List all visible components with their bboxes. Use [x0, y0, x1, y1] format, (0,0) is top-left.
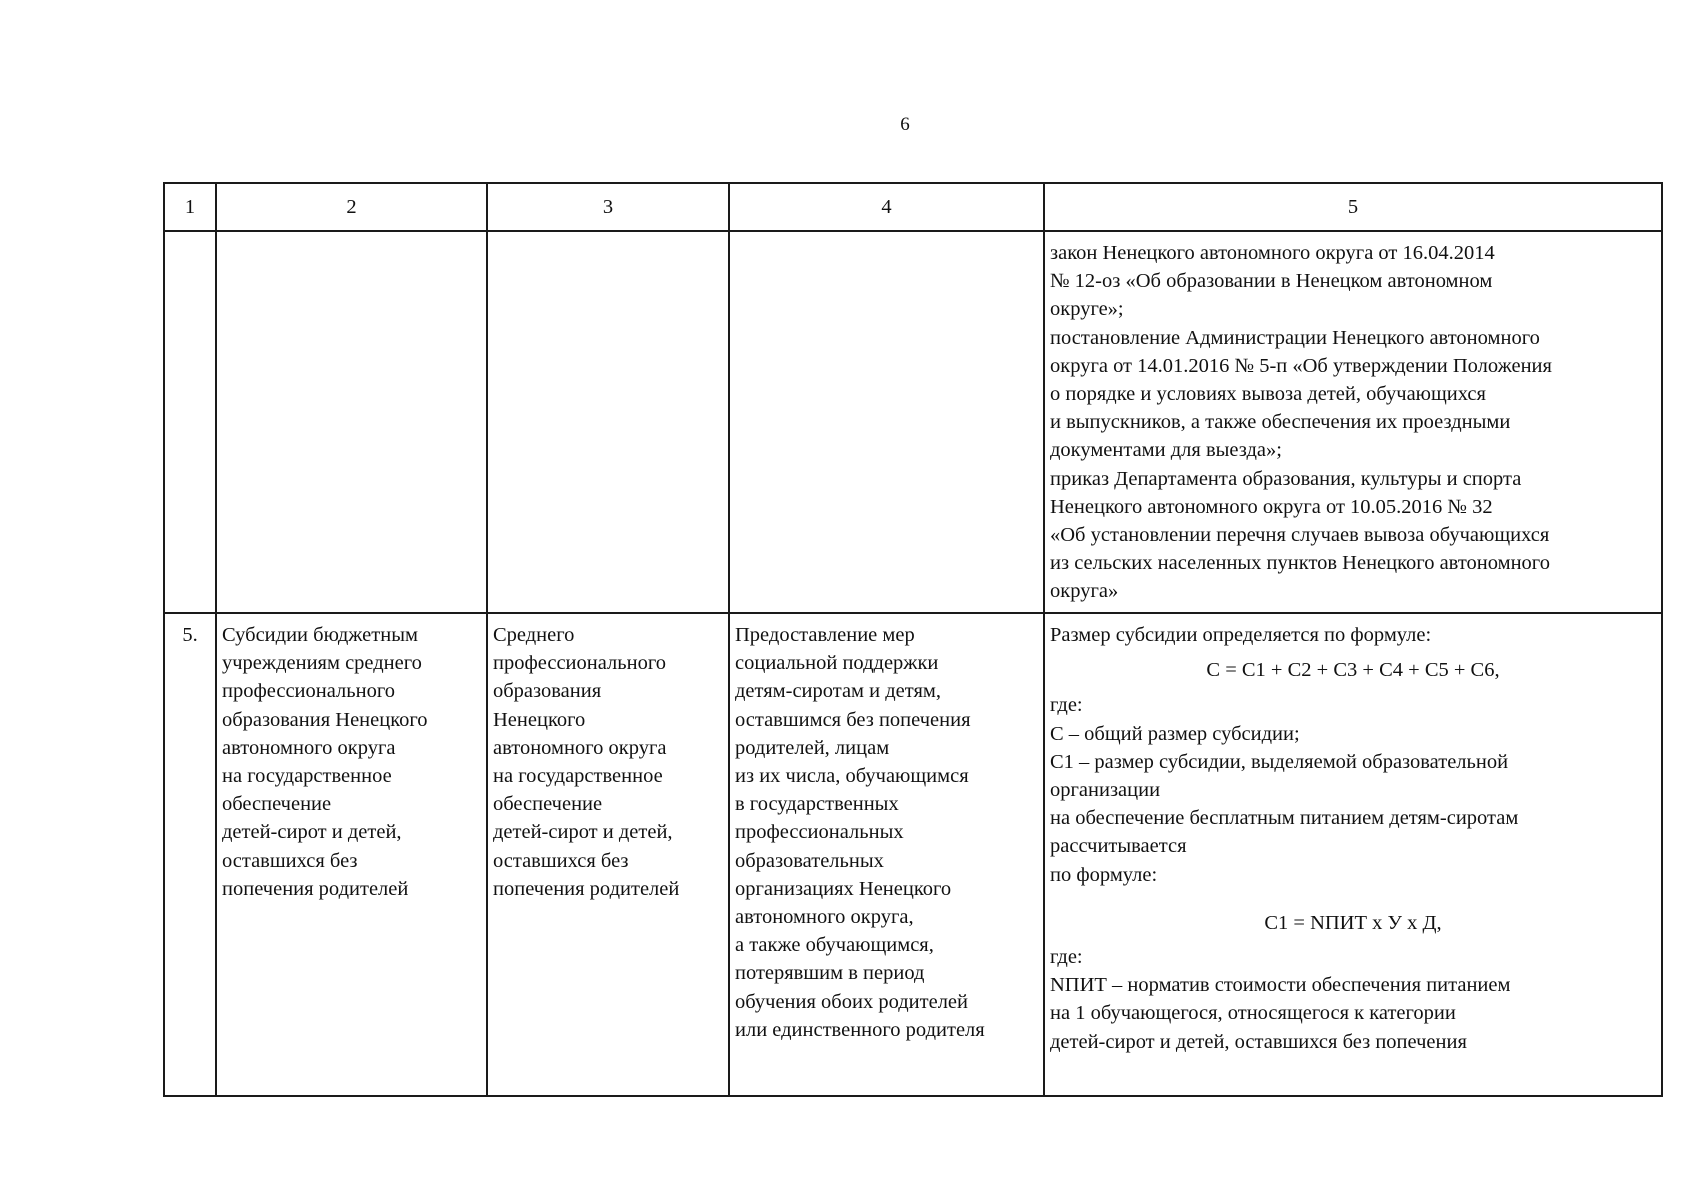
table-row-continuation [164, 231, 1662, 613]
text-line: обеспечение [222, 793, 332, 816]
text-line: рассчитывается [1050, 835, 1187, 858]
text-line: потерявшим в период [735, 962, 925, 985]
recipient-cell [487, 231, 729, 613]
text-line: образования [493, 680, 602, 703]
purpose-cell [729, 231, 1044, 613]
text-line: автономного округа, [735, 906, 914, 929]
text-line: постановление Администрации Ненецкого автономного [1050, 326, 1540, 349]
header-cell-3: 3 [487, 183, 729, 231]
table-header-row [164, 183, 1662, 231]
text-line: из сельских населенных пунктов Ненецкого автономного [1050, 552, 1550, 575]
text-line: округа от 14.01.2016 № 5-п «Об утверждении Положения [1050, 354, 1552, 377]
text-line: попечения родителей [493, 877, 680, 900]
header-cell-2: 2 [216, 183, 487, 231]
text-line: социальной поддержки [735, 652, 939, 675]
header-cell-1: 1 [164, 183, 216, 231]
text-line: о порядке и условиях вывоза детей, обучающихся [1050, 383, 1486, 406]
purpose-cell [729, 613, 1044, 1096]
text-line: на государственное [493, 765, 663, 788]
text-line: в государственных [735, 793, 899, 816]
text-line: автономного округа [493, 736, 667, 759]
text-line: детей-сирот и детей, оставшихся без попечения [1050, 1030, 1467, 1053]
text-line: NПИТ – норматив стоимости обеспечения питанием [1050, 974, 1511, 997]
text-line: где: [1050, 694, 1083, 717]
text-line: учреждениям среднего [222, 652, 422, 675]
text-line: из их числа, обучающимся [735, 765, 969, 788]
recipient-cell [487, 613, 729, 1096]
c1-formula: С1 = NПИТ х У х Д, [1264, 911, 1442, 934]
text-line: родителей, лицам [735, 736, 890, 759]
table-row-5 [164, 613, 1662, 1096]
text-line: организации [1050, 779, 1161, 802]
text-line: Размер субсидии определяется по формуле: [1050, 624, 1432, 646]
text-line: детей-сирот и детей, [493, 821, 673, 844]
header-cell-4: 4 [729, 183, 1044, 231]
text-line: а также обучающимся, [735, 934, 934, 957]
text-line: закон Ненецкого автономного округа от 16.04.2014 [1050, 242, 1495, 264]
subsidy-name-cell [216, 231, 487, 613]
text-line: образовательных [735, 849, 884, 872]
text-line: детей-сирот и детей, [222, 821, 402, 844]
header-cell-5: 5 [1044, 183, 1662, 231]
text-line: Предоставление мер [735, 624, 915, 646]
text-line: автономного округа [222, 736, 396, 759]
text-line: округе»; [1050, 298, 1124, 321]
text-line: документами для выезда»; [1050, 439, 1282, 462]
text-line: Среднего [493, 624, 575, 646]
text-line: на 1 обучающегося, относящегося к категории [1050, 1002, 1456, 1025]
text-line: на обеспечение бесплатным питанием детям-сиротам [1050, 807, 1519, 830]
legal-basis-cell [1044, 613, 1662, 1096]
text-line: приказ Департамента образования, культуры и спорта [1050, 467, 1522, 490]
text-line: попечения родителей [222, 877, 409, 900]
text-line: округа» [1050, 580, 1119, 603]
text-line: организациях Ненецкого [735, 877, 952, 900]
text-line: Ненецкого автономного округа от 10.05.2016 № 32 [1050, 495, 1493, 518]
row-number-cell: 5. [164, 613, 216, 1096]
text-line: оставшихся без [493, 849, 629, 872]
subsidy-name-cell [216, 613, 487, 1096]
text-line: на государственное [222, 765, 392, 788]
text-line: № 12-оз «Об образовании в Ненецком автономном [1050, 270, 1493, 293]
legal-basis-cell [1044, 231, 1662, 613]
text-line: где: [1050, 946, 1083, 969]
text-line: по формуле: [1050, 863, 1158, 886]
regulation-table [163, 182, 1663, 1097]
text-line: оставшихся без [222, 849, 358, 872]
text-line: детям-сиротам и детям, [735, 680, 941, 703]
text-line: С – общий размер субсидии; [1050, 722, 1300, 745]
text-line: Ненецкого [493, 708, 586, 731]
text-line: «Об установлении перечня случаев вывоза обучающихся [1050, 524, 1550, 547]
text-line: профессионального [222, 680, 395, 703]
text-line: обучения обоих родителей [735, 990, 968, 1013]
text-line: обеспечение [493, 793, 603, 816]
page-number: 6 [900, 114, 910, 135]
row-number-cell [164, 231, 216, 613]
text-line: образования Ненецкого [222, 708, 428, 731]
text-line: профессионального [493, 652, 666, 675]
text-line: профессиональных [735, 821, 904, 844]
text-line: С1 – размер субсидии, выделяемой образовательной [1050, 750, 1509, 773]
text-line: Субсидии бюджетным [222, 624, 418, 646]
subsidy-formula: С = С1 + С2 + С3 + С4 + С5 + С6, [1206, 659, 1500, 682]
text-line: оставшимся без попечения [735, 708, 971, 731]
text-line: или единственного родителя [735, 1018, 985, 1041]
text-line: и выпускников, а также обеспечения их проездными [1050, 411, 1511, 434]
